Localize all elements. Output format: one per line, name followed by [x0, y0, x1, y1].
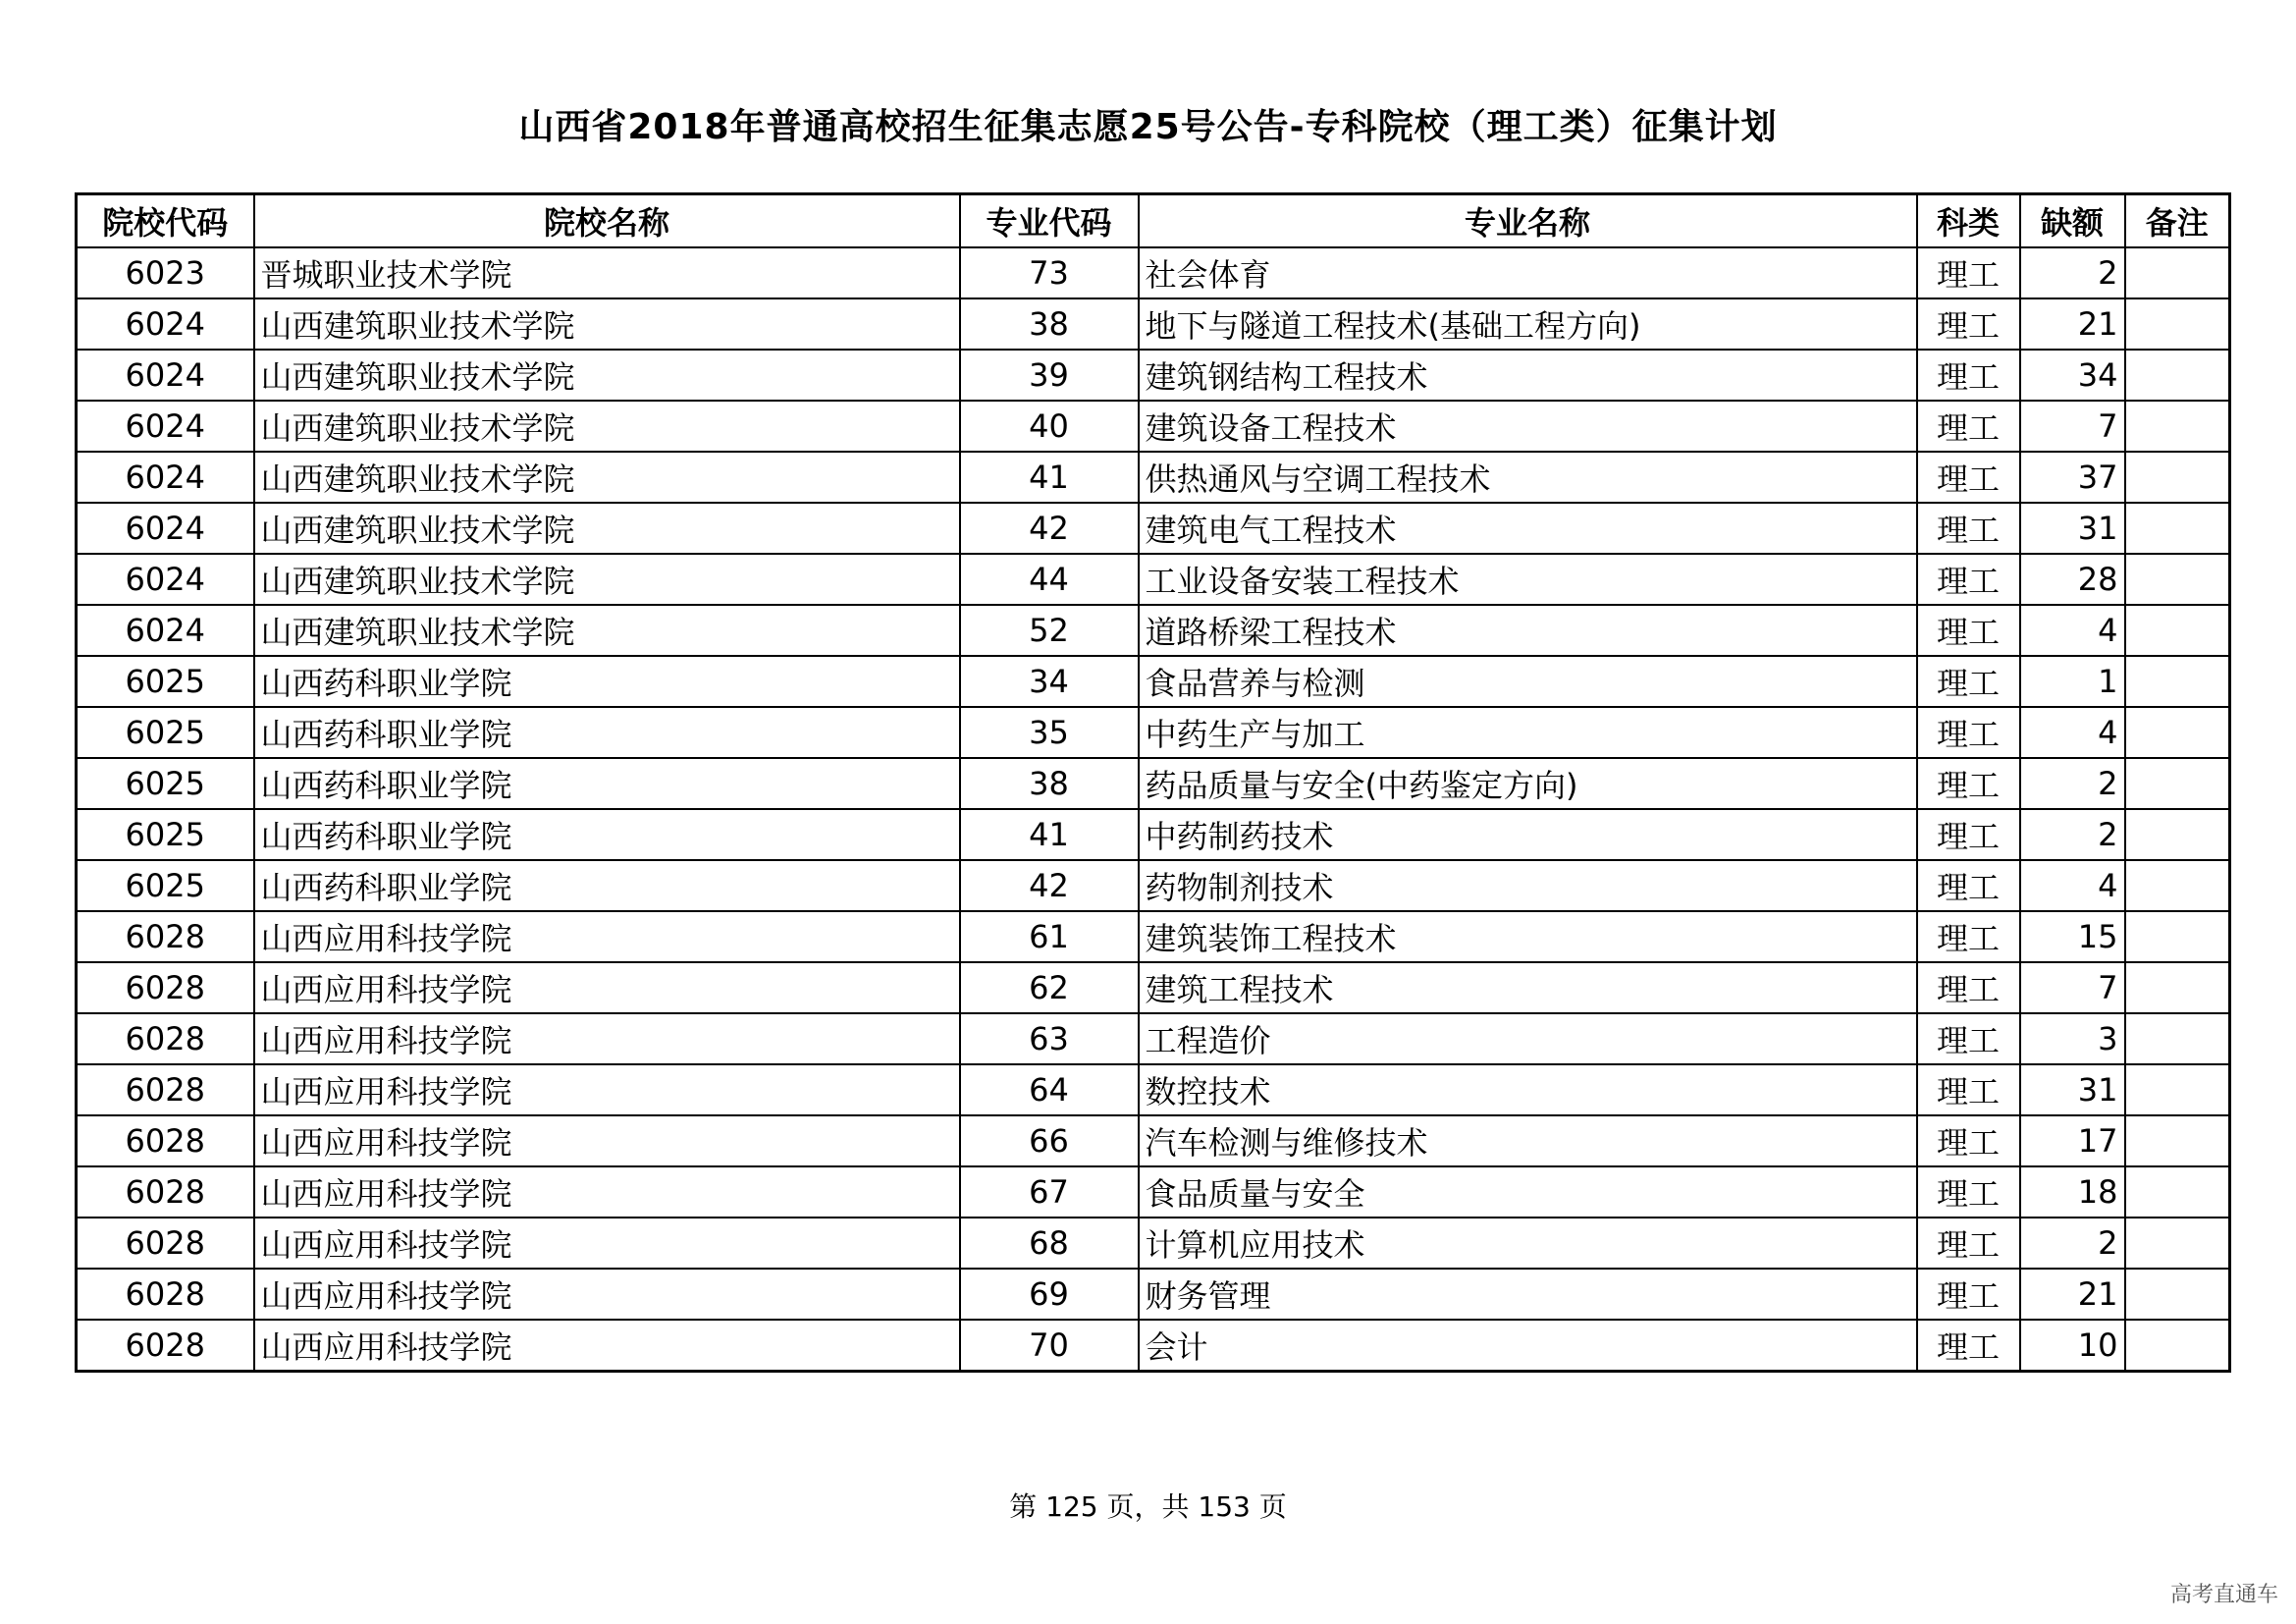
- school-name-cell: 山西应用科技学院: [254, 1013, 960, 1064]
- category-cell: 理工: [1917, 860, 2020, 911]
- major-name-cell: 建筑设备工程技术: [1139, 401, 1917, 452]
- header-category: 科类: [1917, 194, 2020, 248]
- table-row: [77, 401, 2230, 452]
- quota-cell: 10: [2020, 1320, 2125, 1372]
- header-major-code: 专业代码: [960, 194, 1139, 248]
- school-code-cell: 6024: [77, 452, 254, 503]
- major-code-cell: 63: [960, 1013, 1139, 1064]
- table-row: [77, 452, 2230, 503]
- category-cell: 理工: [1917, 1166, 2020, 1218]
- table-row: [77, 298, 2230, 350]
- category-cell: 理工: [1917, 503, 2020, 554]
- major-code-cell: 42: [960, 860, 1139, 911]
- school-name-cell: 山西建筑职业技术学院: [254, 605, 960, 656]
- header-row: [77, 194, 2230, 248]
- school-name-cell: 山西建筑职业技术学院: [254, 298, 960, 350]
- quota-cell: 21: [2020, 1269, 2125, 1320]
- category-cell: 理工: [1917, 911, 2020, 962]
- table-row: [77, 758, 2230, 809]
- school-name-cell: 山西应用科技学院: [254, 1115, 960, 1166]
- school-code-cell: 6028: [77, 1064, 254, 1115]
- table-row: [77, 247, 2230, 298]
- quota-cell: 4: [2020, 707, 2125, 758]
- enrollment-plan-table: [75, 192, 2231, 1373]
- quota-cell: 4: [2020, 605, 2125, 656]
- major-name-cell: 地下与隧道工程技术(基础工程方向): [1139, 298, 1917, 350]
- school-code-cell: 6028: [77, 1115, 254, 1166]
- quota-cell: 34: [2020, 350, 2125, 401]
- table-row: [77, 1115, 2230, 1166]
- header-school-code: 院校代码: [77, 194, 254, 248]
- school-code-cell: 6028: [77, 1013, 254, 1064]
- major-name-cell: 汽车检测与维修技术: [1139, 1115, 1917, 1166]
- school-name-cell: 山西建筑职业技术学院: [254, 452, 960, 503]
- remarks-cell: [2125, 911, 2230, 962]
- major-name-cell: 财务管理: [1139, 1269, 1917, 1320]
- table-row: [77, 350, 2230, 401]
- quota-cell: 2: [2020, 758, 2125, 809]
- major-code-cell: 61: [960, 911, 1139, 962]
- remarks-cell: [2125, 656, 2230, 707]
- quota-cell: 2: [2020, 247, 2125, 298]
- category-cell: 理工: [1917, 1115, 2020, 1166]
- school-code-cell: 6024: [77, 554, 254, 605]
- school-code-cell: 6023: [77, 247, 254, 298]
- major-code-cell: 42: [960, 503, 1139, 554]
- category-cell: 理工: [1917, 1013, 2020, 1064]
- remarks-cell: [2125, 503, 2230, 554]
- category-cell: 理工: [1917, 1269, 2020, 1320]
- school-code-cell: 6024: [77, 298, 254, 350]
- table-row: [77, 860, 2230, 911]
- major-name-cell: 供热通风与空调工程技术: [1139, 452, 1917, 503]
- major-name-cell: 计算机应用技术: [1139, 1218, 1917, 1269]
- remarks-cell: [2125, 1166, 2230, 1218]
- major-code-cell: 38: [960, 298, 1139, 350]
- school-name-cell: 山西建筑职业技术学院: [254, 401, 960, 452]
- major-code-cell: 41: [960, 809, 1139, 860]
- school-name-cell: 山西应用科技学院: [254, 1218, 960, 1269]
- table-header: [77, 194, 2230, 248]
- school-code-cell: 6024: [77, 401, 254, 452]
- school-name-cell: 山西应用科技学院: [254, 911, 960, 962]
- major-code-cell: 64: [960, 1064, 1139, 1115]
- table-row: [77, 707, 2230, 758]
- remarks-cell: [2125, 605, 2230, 656]
- major-code-cell: 68: [960, 1218, 1139, 1269]
- school-name-cell: 山西应用科技学院: [254, 1166, 960, 1218]
- quota-cell: 17: [2020, 1115, 2125, 1166]
- quota-cell: 4: [2020, 860, 2125, 911]
- major-code-cell: 62: [960, 962, 1139, 1013]
- major-code-cell: 38: [960, 758, 1139, 809]
- major-name-cell: 食品质量与安全: [1139, 1166, 1917, 1218]
- school-code-cell: 6025: [77, 656, 254, 707]
- remarks-cell: [2125, 962, 2230, 1013]
- quota-cell: 28: [2020, 554, 2125, 605]
- category-cell: 理工: [1917, 758, 2020, 809]
- major-name-cell: 药品质量与安全(中药鉴定方向): [1139, 758, 1917, 809]
- school-name-cell: 山西应用科技学院: [254, 1064, 960, 1115]
- major-name-cell: 中药制药技术: [1139, 809, 1917, 860]
- major-code-cell: 35: [960, 707, 1139, 758]
- page-number: 第 125 页，共 153 页: [1009, 1490, 1287, 1523]
- school-name-cell: 山西应用科技学院: [254, 1269, 960, 1320]
- remarks-cell: [2125, 809, 2230, 860]
- school-code-cell: 6024: [77, 605, 254, 656]
- category-cell: 理工: [1917, 401, 2020, 452]
- remarks-cell: [2125, 1064, 2230, 1115]
- document-title: 山西省2018年普通高校招生征集志愿25号公告-专科院校（理工类）征集计划: [518, 107, 1778, 147]
- major-name-cell: 中药生产与加工: [1139, 707, 1917, 758]
- quota-cell: 31: [2020, 1064, 2125, 1115]
- major-code-cell: 73: [960, 247, 1139, 298]
- major-code-cell: 66: [960, 1115, 1139, 1166]
- table-row: [77, 1320, 2230, 1372]
- category-cell: 理工: [1917, 656, 2020, 707]
- table-row: [77, 554, 2230, 605]
- school-name-cell: 山西药科职业学院: [254, 758, 960, 809]
- header-remarks: 备注: [2125, 194, 2230, 248]
- school-code-cell: 6028: [77, 1269, 254, 1320]
- header-quota: 缺额: [2020, 194, 2125, 248]
- table-row: [77, 656, 2230, 707]
- major-name-cell: 数控技术: [1139, 1064, 1917, 1115]
- watermark-text: 高考直通车: [2169, 1583, 2278, 1607]
- school-code-cell: 6025: [77, 707, 254, 758]
- quota-cell: 37: [2020, 452, 2125, 503]
- major-name-cell: 道路桥梁工程技术: [1139, 605, 1917, 656]
- quota-cell: 2: [2020, 1218, 2125, 1269]
- category-cell: 理工: [1917, 452, 2020, 503]
- category-cell: 理工: [1917, 350, 2020, 401]
- school-name-cell: 山西药科职业学院: [254, 707, 960, 758]
- quota-cell: 21: [2020, 298, 2125, 350]
- major-name-cell: 食品营养与检测: [1139, 656, 1917, 707]
- school-name-cell: 山西建筑职业技术学院: [254, 554, 960, 605]
- table-row: [77, 1218, 2230, 1269]
- table-row: [77, 1166, 2230, 1218]
- remarks-cell: [2125, 247, 2230, 298]
- school-name-cell: 山西应用科技学院: [254, 962, 960, 1013]
- remarks-cell: [2125, 1115, 2230, 1166]
- remarks-cell: [2125, 1218, 2230, 1269]
- table-row: [77, 809, 2230, 860]
- major-name-cell: 工程造价: [1139, 1013, 1917, 1064]
- major-code-cell: 40: [960, 401, 1139, 452]
- major-name-cell: 工业设备安装工程技术: [1139, 554, 1917, 605]
- category-cell: 理工: [1917, 1320, 2020, 1372]
- major-name-cell: 药物制剂技术: [1139, 860, 1917, 911]
- school-code-cell: 6028: [77, 911, 254, 962]
- table-row: [77, 962, 2230, 1013]
- remarks-cell: [2125, 707, 2230, 758]
- school-name-cell: 山西应用科技学院: [254, 1320, 960, 1372]
- remarks-cell: [2125, 758, 2230, 809]
- table-row: [77, 605, 2230, 656]
- school-code-cell: 6028: [77, 1320, 254, 1372]
- category-cell: 理工: [1917, 707, 2020, 758]
- major-code-cell: 44: [960, 554, 1139, 605]
- major-code-cell: 67: [960, 1166, 1139, 1218]
- category-cell: 理工: [1917, 298, 2020, 350]
- remarks-cell: [2125, 1269, 2230, 1320]
- major-name-cell: 社会体育: [1139, 247, 1917, 298]
- school-code-cell: 6024: [77, 503, 254, 554]
- header-school-name: 院校名称: [254, 194, 960, 248]
- remarks-cell: [2125, 298, 2230, 350]
- major-name-cell: 建筑钢结构工程技术: [1139, 350, 1917, 401]
- remarks-cell: [2125, 1320, 2230, 1372]
- remarks-cell: [2125, 401, 2230, 452]
- major-code-cell: 41: [960, 452, 1139, 503]
- remarks-cell: [2125, 350, 2230, 401]
- table-row: [77, 1269, 2230, 1320]
- major-name-cell: 会计: [1139, 1320, 1917, 1372]
- school-name-cell: 山西药科职业学院: [254, 860, 960, 911]
- quota-cell: 7: [2020, 962, 2125, 1013]
- school-code-cell: 6028: [77, 1218, 254, 1269]
- school-code-cell: 6028: [77, 962, 254, 1013]
- table-row: [77, 503, 2230, 554]
- quota-cell: 1: [2020, 656, 2125, 707]
- school-name-cell: 山西药科职业学院: [254, 656, 960, 707]
- header-major-name: 专业名称: [1139, 194, 1917, 248]
- school-name-cell: 山西建筑职业技术学院: [254, 350, 960, 401]
- school-name-cell: 山西建筑职业技术学院: [254, 503, 960, 554]
- major-name-cell: 建筑工程技术: [1139, 962, 1917, 1013]
- category-cell: 理工: [1917, 1064, 2020, 1115]
- major-code-cell: 39: [960, 350, 1139, 401]
- table-row: [77, 1064, 2230, 1115]
- remarks-cell: [2125, 860, 2230, 911]
- quota-cell: 18: [2020, 1166, 2125, 1218]
- quota-cell: 2: [2020, 809, 2125, 860]
- school-code-cell: 6024: [77, 350, 254, 401]
- table-body: [77, 247, 2230, 1372]
- category-cell: 理工: [1917, 809, 2020, 860]
- school-code-cell: 6025: [77, 758, 254, 809]
- category-cell: 理工: [1917, 962, 2020, 1013]
- school-name-cell: 山西药科职业学院: [254, 809, 960, 860]
- quota-cell: 31: [2020, 503, 2125, 554]
- school-name-cell: 晋城职业技术学院: [254, 247, 960, 298]
- table-row: [77, 1013, 2230, 1064]
- category-cell: 理工: [1917, 1218, 2020, 1269]
- major-code-cell: 34: [960, 656, 1139, 707]
- major-code-cell: 70: [960, 1320, 1139, 1372]
- table-row: [77, 911, 2230, 962]
- major-name-cell: 建筑电气工程技术: [1139, 503, 1917, 554]
- major-code-cell: 52: [960, 605, 1139, 656]
- quota-cell: 15: [2020, 911, 2125, 962]
- remarks-cell: [2125, 1013, 2230, 1064]
- category-cell: 理工: [1917, 554, 2020, 605]
- school-code-cell: 6028: [77, 1166, 254, 1218]
- school-code-cell: 6025: [77, 809, 254, 860]
- quota-cell: 3: [2020, 1013, 2125, 1064]
- remarks-cell: [2125, 452, 2230, 503]
- major-code-cell: 69: [960, 1269, 1139, 1320]
- school-code-cell: 6025: [77, 860, 254, 911]
- category-cell: 理工: [1917, 605, 2020, 656]
- major-name-cell: 建筑装饰工程技术: [1139, 911, 1917, 962]
- category-cell: 理工: [1917, 247, 2020, 298]
- quota-cell: 7: [2020, 401, 2125, 452]
- remarks-cell: [2125, 554, 2230, 605]
